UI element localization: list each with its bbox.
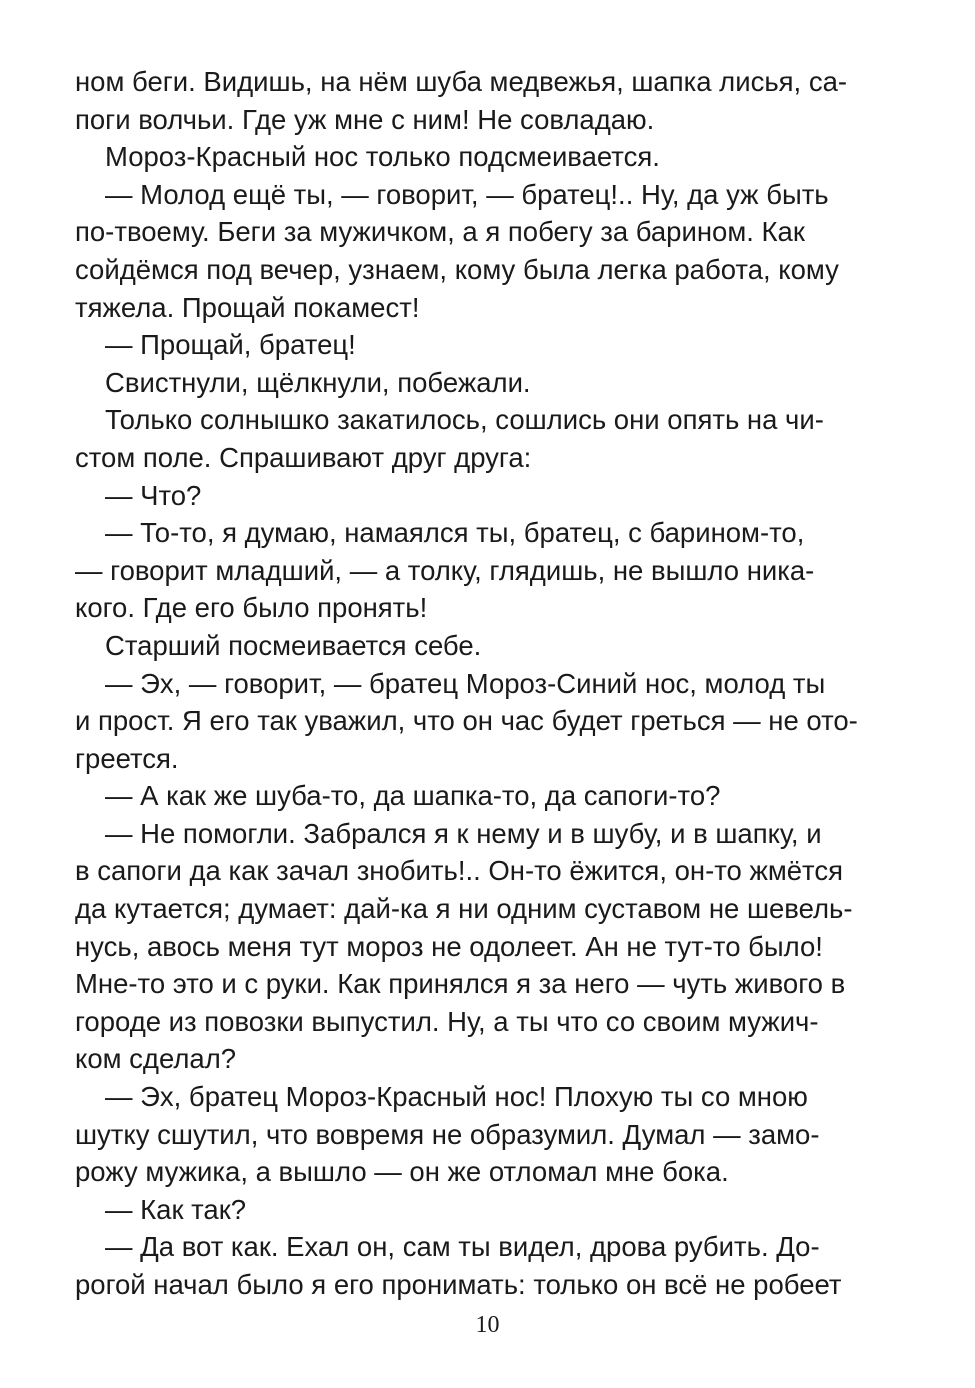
text-line: — Не помогли. Забрался я к нему и в шубу, и в шапку, и bbox=[105, 817, 822, 849]
text-line: и прост. Я его так уважил, что он час будет греться — не ото- bbox=[75, 705, 858, 737]
text-line: греется. bbox=[75, 742, 179, 774]
text-line: в сапоги да как зачал знобить!.. Он-то ёжится, он-то жмётся bbox=[75, 855, 843, 887]
text-line: кого. Где его было пронять! bbox=[75, 592, 428, 624]
text-line: поги волчьи. Где уж мне с ним! Не совладаю. bbox=[75, 103, 655, 135]
text-line: да кутается; думает: дай-ка я ни одним суставом не шевель- bbox=[75, 893, 853, 925]
text-line: сойдёмся под вечер, узнаем, кому была легка работа, кому bbox=[75, 253, 839, 285]
text-line: — Что? bbox=[105, 479, 202, 511]
text-line: — Прощай, братец! bbox=[105, 329, 356, 361]
page-number: 10 bbox=[475, 1312, 500, 1338]
text-line: — Эх, — говорит, — братец Мороз-Синий нос, молод ты bbox=[105, 667, 826, 699]
text-line: ком сделал? bbox=[75, 1043, 237, 1075]
text-line: — Как так? bbox=[105, 1193, 247, 1225]
text-line: Свистнули, щёлкнули, побежали. bbox=[105, 366, 531, 398]
text-line: — То-то, я думаю, намаялся ты, братец, с барином-то, bbox=[105, 517, 805, 549]
text-line: — Эх, братец Мороз-Красный нос! Плохую ты со мною bbox=[105, 1081, 808, 1113]
text-line: тяжела. Прощай покамест! bbox=[75, 291, 420, 323]
text-line: рожу мужика, а вышло — он же отломал мне бока. bbox=[75, 1156, 729, 1188]
text-line: ном беги. Видишь, на нём шуба медвежья, шапка лисья, са- bbox=[75, 66, 848, 97]
text-line: шутку сшутил, что вовремя не образумил. Думал — замо- bbox=[75, 1118, 820, 1150]
text-line: — Молод ещё ты, — говорит, — братец!.. Ну, да уж быть bbox=[105, 178, 829, 210]
text-line: нусь, авось меня тут мороз не одолеет. Ан не тут-то было! bbox=[75, 930, 823, 962]
text-line: — говорит младший, — а толку, глядишь, не вышло ника- bbox=[75, 554, 815, 586]
text-line: рогой начал было я его пронимать: только он всё не робеет bbox=[75, 1269, 842, 1300]
text-line: стом поле. Спрашивают друг друга: bbox=[75, 441, 532, 473]
text-line: Только солнышко закатилось, сошлись они опять на чи- bbox=[105, 404, 824, 436]
text-line: по-твоему. Беги за мужичком, а я побегу за барином. Как bbox=[75, 216, 805, 248]
body-text bbox=[75, 63, 905, 1304]
text-line: городе из повозки выпустил. Ну, а ты что со своим мужич- bbox=[75, 1005, 819, 1037]
text-line: Мороз-Красный нос только подсмеивается. bbox=[105, 141, 660, 173]
text-line: — Да вот как. Ехал он, сам ты видел, дрова рубить. До- bbox=[105, 1231, 820, 1263]
text-line: Мне-то это и с руки. Как принялся я за него — чуть живого в bbox=[75, 968, 846, 1000]
text-line: — А как же шуба-то, да шапка-то, да сапоги-то? bbox=[105, 780, 721, 812]
text-line: Старший посмеивается себе. bbox=[105, 629, 482, 661]
